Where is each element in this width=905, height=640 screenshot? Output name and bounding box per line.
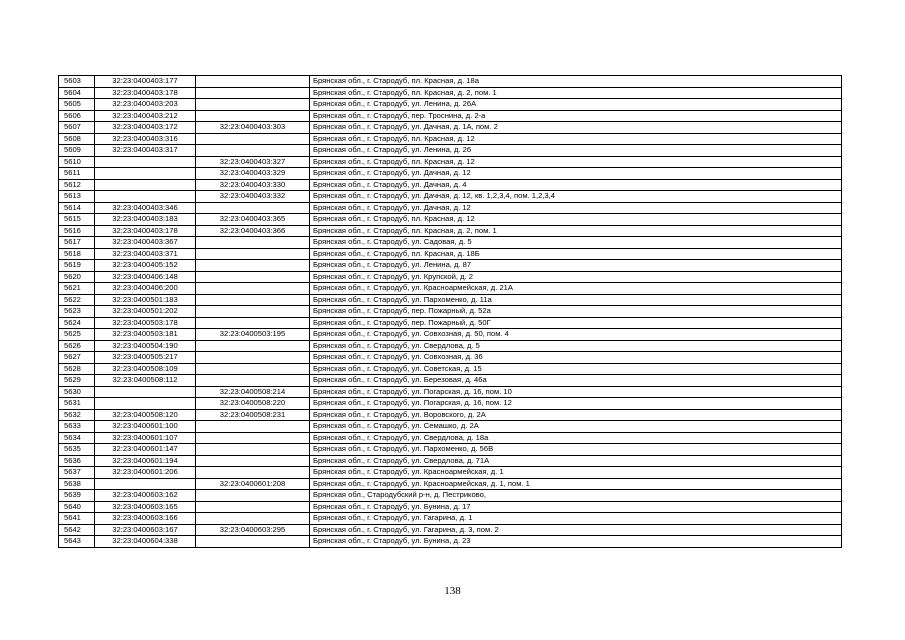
cadastral-number-cell: [95, 386, 196, 398]
table-row: [59, 214, 842, 226]
address-cell: Брянская обл., г. Стародуб, ул. Погарская, д. 16, пом. 10: [310, 386, 842, 398]
cadastral-number-cell: [95, 168, 196, 180]
cadastral-number-cell: [95, 478, 196, 490]
related-cadastral-number-cell: 32:23:0400503:195: [196, 329, 310, 341]
address-cell: Брянская обл., г. Стародуб, пл. Красная, д. 18а: [310, 76, 842, 88]
table-row: [59, 76, 842, 88]
row-number-cell: 5608: [59, 133, 95, 145]
row-number-cell: 5617: [59, 237, 95, 249]
row-number-cell: 5607: [59, 122, 95, 134]
row-number-cell: 5631: [59, 398, 95, 410]
related-cadastral-number-cell: [196, 467, 310, 479]
address-cell: Брянская обл., г. Стародуб, ул. Семашко, д. 2А: [310, 421, 842, 433]
row-number-cell: 5633: [59, 421, 95, 433]
registry-table: [58, 75, 842, 548]
address-cell: Брянская обл., г. Стародуб, ул. Гагарина, д. 3, пом. 2: [310, 524, 842, 536]
row-number-cell: 5629: [59, 375, 95, 387]
address-cell: Брянская обл., г. Стародуб, ул. Гагарина, д. 1: [310, 513, 842, 525]
address-cell: Брянская обл., г. Стародуб, пл. Красная, д. 12: [310, 133, 842, 145]
cadastral-number-cell: 32:23:0400403:317: [95, 145, 196, 157]
address-cell: Брянская обл., г. Стародуб, ул. Красноармейская, д. 21А: [310, 283, 842, 295]
address-cell: Брянская обл., г. Стародуб, пер. Троснина, д. 2-а: [310, 110, 842, 122]
address-cell: Брянская обл., г. Стародуб, ул. Совхозная, д. 50, пом. 4: [310, 329, 842, 341]
related-cadastral-number-cell: [196, 421, 310, 433]
related-cadastral-number-cell: [196, 76, 310, 88]
cadastral-number-cell: 32:23:0400406:200: [95, 283, 196, 295]
cadastral-number-cell: 32:23:0400403:178: [95, 225, 196, 237]
cadastral-number-cell: 32:23:0400508:112: [95, 375, 196, 387]
cadastral-number-cell: 32:23:0400601:194: [95, 455, 196, 467]
cadastral-number-cell: 32:23:0400601:107: [95, 432, 196, 444]
cadastral-number-cell: 32:23:0400503:181: [95, 329, 196, 341]
row-number-cell: 5625: [59, 329, 95, 341]
table-row: [59, 329, 842, 341]
cadastral-number-cell: 32:23:0400403:178: [95, 87, 196, 99]
cadastral-number-cell: 32:23:0400403:367: [95, 237, 196, 249]
row-number-cell: 5614: [59, 202, 95, 214]
table-row: [59, 122, 842, 134]
cadastral-number-cell: 32:23:0400403:346: [95, 202, 196, 214]
table-row: [59, 317, 842, 329]
cadastral-number-cell: 32:23:0400508:120: [95, 409, 196, 421]
related-cadastral-number-cell: [196, 375, 310, 387]
cadastral-number-cell: 32:23:0400403:371: [95, 248, 196, 260]
table-row: [59, 513, 842, 525]
table-row: [59, 490, 842, 502]
cadastral-number-cell: 32:23:0400403:177: [95, 76, 196, 88]
cadastral-number-cell: 32:23:0400603:165: [95, 501, 196, 513]
address-cell: Брянская обл., г. Стародуб, ул. Воровского, д. 2А: [310, 409, 842, 421]
table-row: [59, 352, 842, 364]
address-cell: Брянская обл., г. Стародуб, ул. Дачная, д. 12: [310, 202, 842, 214]
address-cell: Брянская обл., г. Стародуб, ул. Советская, д. 15: [310, 363, 842, 375]
row-number-cell: 5642: [59, 524, 95, 536]
row-number-cell: 5624: [59, 317, 95, 329]
cadastral-number-cell: 32:23:0400503:178: [95, 317, 196, 329]
related-cadastral-number-cell: [196, 501, 310, 513]
table-row: [59, 145, 842, 157]
address-cell: Брянская обл., г. Стародуб, ул. Дачная, д. 12: [310, 168, 842, 180]
row-number-cell: 5612: [59, 179, 95, 191]
row-number-cell: 5613: [59, 191, 95, 203]
related-cadastral-number-cell: 32:23:0400603:295: [196, 524, 310, 536]
related-cadastral-number-cell: 32:23:0400403:303: [196, 122, 310, 134]
table-row: [59, 409, 842, 421]
cadastral-number-cell: 32:23:0400405:152: [95, 260, 196, 272]
address-cell: Брянская обл., г. Стародуб, ул. Ленина, д. 26: [310, 145, 842, 157]
cadastral-number-cell: 32:23:0400406:148: [95, 271, 196, 283]
row-number-cell: 5640: [59, 501, 95, 513]
row-number-cell: 5639: [59, 490, 95, 502]
related-cadastral-number-cell: [196, 363, 310, 375]
row-number-cell: 5622: [59, 294, 95, 306]
table-row: [59, 363, 842, 375]
cadastral-number-cell: 32:23:0400601:147: [95, 444, 196, 456]
row-number-cell: 5626: [59, 340, 95, 352]
row-number-cell: 5641: [59, 513, 95, 525]
related-cadastral-number-cell: 32:23:0400403:332: [196, 191, 310, 203]
address-cell: Брянская обл., г. Стародуб, ул. Свердлова, д. 18а: [310, 432, 842, 444]
related-cadastral-number-cell: 32:23:0400508:214: [196, 386, 310, 398]
related-cadastral-number-cell: [196, 283, 310, 295]
address-cell: Брянская обл., г. Стародуб, пл. Красная, д. 18Б: [310, 248, 842, 260]
row-number-cell: 5632: [59, 409, 95, 421]
address-cell: Брянская обл., г. Стародуб, ул. Дачная, д. 12, кв. 1,2,3,4, пом. 1,2,3,4: [310, 191, 842, 203]
related-cadastral-number-cell: [196, 455, 310, 467]
cadastral-number-cell: 32:23:0400603:162: [95, 490, 196, 502]
row-number-cell: 5635: [59, 444, 95, 456]
related-cadastral-number-cell: [196, 237, 310, 249]
row-number-cell: 5623: [59, 306, 95, 318]
address-cell: Брянская обл., г. Стародуб, пер. Пожарный, д. 52а: [310, 306, 842, 318]
related-cadastral-number-cell: [196, 432, 310, 444]
address-cell: Брянская обл., г. Стародуб, ул. Крупской, д. 2: [310, 271, 842, 283]
cadastral-number-cell: [95, 191, 196, 203]
table-row: [59, 248, 842, 260]
row-number-cell: 5616: [59, 225, 95, 237]
row-number-cell: 5638: [59, 478, 95, 490]
address-cell: Брянская обл., г. Стародуб, ул. Свердлова, д. 5: [310, 340, 842, 352]
address-cell: Брянская обл., г. Стародуб, ул. Свердлова, д. 71А: [310, 455, 842, 467]
related-cadastral-number-cell: [196, 202, 310, 214]
address-cell: Брянская обл., г. Стародуб, ул. Совхозная, д. 36: [310, 352, 842, 364]
address-cell: Брянская обл., г. Стародуб, пл. Красная, д. 12: [310, 214, 842, 226]
table-row: [59, 168, 842, 180]
address-cell: Брянская обл., г. Стародуб, ул. Погарская, д. 16, пом. 12: [310, 398, 842, 410]
related-cadastral-number-cell: [196, 444, 310, 456]
cadastral-number-cell: 32:23:0400604:338: [95, 536, 196, 548]
cadastral-number-cell: 32:23:0400601:206: [95, 467, 196, 479]
related-cadastral-number-cell: [196, 145, 310, 157]
related-cadastral-number-cell: 32:23:0400403:329: [196, 168, 310, 180]
row-number-cell: 5627: [59, 352, 95, 364]
table-row: [59, 467, 842, 479]
table-row: [59, 501, 842, 513]
address-cell: Брянская обл., г. Стародуб, ул. Красноармейская, д. 1: [310, 467, 842, 479]
table-row: [59, 421, 842, 433]
address-cell: Брянская обл., г. Стародуб, ул. Бунина, д. 23: [310, 536, 842, 548]
address-cell: Брянская обл., г. Стародуб, ул. Ленина, д. 26А: [310, 99, 842, 111]
cadastral-number-cell: 32:23:0400403:212: [95, 110, 196, 122]
row-number-cell: 5619: [59, 260, 95, 272]
registry-table-container: [58, 75, 842, 548]
table-row: [59, 202, 842, 214]
row-number-cell: 5609: [59, 145, 95, 157]
cadastral-number-cell: [95, 156, 196, 168]
address-cell: Брянская обл., Стародубский р-н, д. Пестриково,: [310, 490, 842, 502]
row-number-cell: 5636: [59, 455, 95, 467]
table-row: [59, 237, 842, 249]
cadastral-number-cell: 32:23:0400603:167: [95, 524, 196, 536]
address-cell: Брянская обл., г. Стародуб, ул. Пархоменко, д. 11а: [310, 294, 842, 306]
table-row: [59, 398, 842, 410]
table-row: [59, 524, 842, 536]
row-number-cell: 5637: [59, 467, 95, 479]
address-cell: Брянская обл., г. Стародуб, ул. Красноармейская, д. 1, пом. 1: [310, 478, 842, 490]
cadastral-number-cell: 32:23:0400601:100: [95, 421, 196, 433]
related-cadastral-number-cell: [196, 490, 310, 502]
cadastral-number-cell: 32:23:0400403:172: [95, 122, 196, 134]
cadastral-number-cell: 32:23:0400403:316: [95, 133, 196, 145]
table-row: [59, 386, 842, 398]
table-row: [59, 191, 842, 203]
table-row: [59, 271, 842, 283]
cadastral-number-cell: [95, 179, 196, 191]
related-cadastral-number-cell: 32:23:0400403:327: [196, 156, 310, 168]
address-cell: Брянская обл., г. Стародуб, ул. Дачная, д. 4: [310, 179, 842, 191]
related-cadastral-number-cell: [196, 260, 310, 272]
table-row: [59, 283, 842, 295]
related-cadastral-number-cell: [196, 99, 310, 111]
related-cadastral-number-cell: 32:23:0400508:220: [196, 398, 310, 410]
cadastral-number-cell: 32:23:0400603:166: [95, 513, 196, 525]
related-cadastral-number-cell: 32:23:0400403:365: [196, 214, 310, 226]
page-number: 138: [444, 585, 461, 597]
table-row: [59, 432, 842, 444]
related-cadastral-number-cell: [196, 536, 310, 548]
row-number-cell: 5615: [59, 214, 95, 226]
table-row: [59, 455, 842, 467]
related-cadastral-number-cell: 32:23:0400403:366: [196, 225, 310, 237]
table-row: [59, 225, 842, 237]
table-row: [59, 87, 842, 99]
related-cadastral-number-cell: 32:23:0400508:231: [196, 409, 310, 421]
table-row: [59, 99, 842, 111]
row-number-cell: 5628: [59, 363, 95, 375]
address-cell: Брянская обл., г. Стародуб, пер. Пожарный, д. 50Г: [310, 317, 842, 329]
cadastral-number-cell: 32:23:0400508:109: [95, 363, 196, 375]
related-cadastral-number-cell: [196, 271, 310, 283]
row-number-cell: 5634: [59, 432, 95, 444]
related-cadastral-number-cell: [196, 317, 310, 329]
related-cadastral-number-cell: [196, 110, 310, 122]
table-row: [59, 260, 842, 272]
related-cadastral-number-cell: [196, 513, 310, 525]
related-cadastral-number-cell: [196, 352, 310, 364]
address-cell: Брянская обл., г. Стародуб, пл. Красная, д. 2, пом. 1: [310, 87, 842, 99]
address-cell: Брянская обл., г. Стародуб, пл. Красная, д. 2, пом. 1: [310, 225, 842, 237]
row-number-cell: 5621: [59, 283, 95, 295]
cadastral-number-cell: 32:23:0400403:203: [95, 99, 196, 111]
cadastral-number-cell: 32:23:0400505:217: [95, 352, 196, 364]
table-row: [59, 156, 842, 168]
address-cell: Брянская обл., г. Стародуб, ул. Садовая, д. 5: [310, 237, 842, 249]
cadastral-number-cell: 32:23:0400403:183: [95, 214, 196, 226]
table-row: [59, 133, 842, 145]
row-number-cell: 5606: [59, 110, 95, 122]
table-row: [59, 340, 842, 352]
related-cadastral-number-cell: [196, 294, 310, 306]
row-number-cell: 5603: [59, 76, 95, 88]
table-row: [59, 110, 842, 122]
cadastral-number-cell: 32:23:0400504:190: [95, 340, 196, 352]
table-row: [59, 444, 842, 456]
address-cell: Брянская обл., г. Стародуб, ул. Ленина, д. 87: [310, 260, 842, 272]
address-cell: Брянская обл., г. Стародуб, ул. Пархоменко, д. 56В: [310, 444, 842, 456]
cadastral-number-cell: 32:23:0400501:183: [95, 294, 196, 306]
row-number-cell: 5605: [59, 99, 95, 111]
row-number-cell: 5611: [59, 168, 95, 180]
table-row: [59, 375, 842, 387]
row-number-cell: 5643: [59, 536, 95, 548]
row-number-cell: 5630: [59, 386, 95, 398]
related-cadastral-number-cell: 32:23:0400403:330: [196, 179, 310, 191]
registry-table-body: [59, 76, 842, 548]
cadastral-number-cell: 32:23:0400501:202: [95, 306, 196, 318]
row-number-cell: 5620: [59, 271, 95, 283]
row-number-cell: 5610: [59, 156, 95, 168]
related-cadastral-number-cell: [196, 133, 310, 145]
related-cadastral-number-cell: [196, 248, 310, 260]
related-cadastral-number-cell: [196, 340, 310, 352]
row-number-cell: 5618: [59, 248, 95, 260]
address-cell: Брянская обл., г. Стародуб, ул. Дачная, д. 1А, пом. 2: [310, 122, 842, 134]
related-cadastral-number-cell: [196, 306, 310, 318]
related-cadastral-number-cell: [196, 87, 310, 99]
table-row: [59, 294, 842, 306]
address-cell: Брянская обл., г. Стародуб, ул. Березовая, д. 46а: [310, 375, 842, 387]
address-cell: Брянская обл., г. Стародуб, ул. Бунина, д. 17: [310, 501, 842, 513]
table-row: [59, 179, 842, 191]
address-cell: Брянская обл., г. Стародуб, пл. Красная, д. 12: [310, 156, 842, 168]
table-row: [59, 536, 842, 548]
cadastral-number-cell: [95, 398, 196, 410]
table-row: [59, 306, 842, 318]
related-cadastral-number-cell: 32:23:0400601:208: [196, 478, 310, 490]
table-row: [59, 478, 842, 490]
row-number-cell: 5604: [59, 87, 95, 99]
